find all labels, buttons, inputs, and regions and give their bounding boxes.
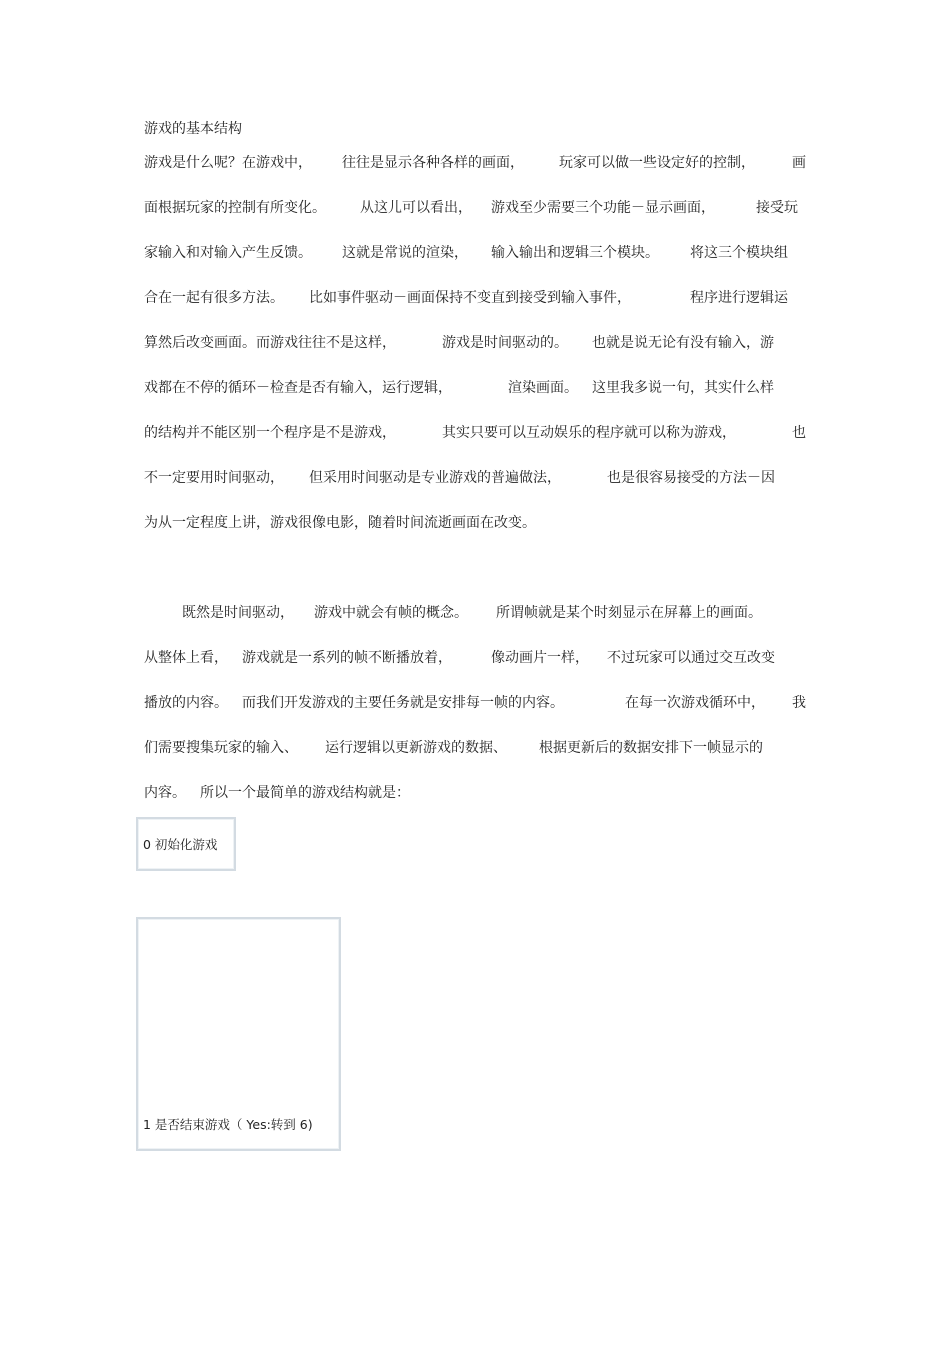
text-segment: 这就是常说的渲染，	[342, 245, 468, 261]
text-segment: 从整体上看，	[144, 650, 228, 666]
text-segment: 所以一个最简单的游戏结构就是：	[200, 785, 410, 801]
text-segment: 从这儿可以看出，	[360, 200, 472, 216]
text-segment: 在每一次游戏循环中，	[625, 695, 765, 711]
text-segment: 游戏是时间驱动的。	[442, 335, 568, 351]
text-segment: 也是很容易接受的方法－因	[607, 470, 775, 486]
text-segment: 程序进行逻辑运	[690, 290, 788, 306]
paragraph-line	[144, 738, 808, 758]
text-segment: 不一定要用时间驱动，	[144, 470, 284, 486]
text-segment: 的结构并不能区别一个程序是不是游戏，	[144, 425, 396, 441]
text-segment: 们需要搜集玩家的输入、	[144, 740, 298, 756]
text-segment: 既然是时间驱动，	[182, 605, 294, 621]
text-segment: 运行逻辑以更新游戏的数据、	[325, 740, 507, 756]
text-segment: 所谓帧就是某个时刻显示在屏幕上的画面。	[496, 605, 762, 621]
paragraph-line	[144, 468, 808, 488]
flow-step-box	[136, 817, 236, 871]
paragraph-line	[144, 693, 808, 713]
text-segment: 像动画片一样，	[491, 650, 589, 666]
text-segment: 接受玩	[756, 200, 798, 216]
text-segment: 将这三个模块组	[690, 245, 788, 261]
paragraph-line	[144, 243, 808, 263]
text-segment: 渲染画面。	[508, 380, 578, 396]
text-segment: 游戏就是一系列的帧不断播放着，	[242, 650, 452, 666]
text-segment: 不过玩家可以通过交互改变	[607, 650, 775, 666]
paragraph-line	[144, 423, 808, 443]
text-segment: 我	[792, 695, 806, 711]
text-segment: 游戏至少需要三个功能－显示画面，	[491, 200, 715, 216]
text-segment: 但采用时间驱动是专业游戏的普遍做法，	[309, 470, 561, 486]
paragraph-line	[144, 153, 808, 173]
text-segment: 播放的内容。	[144, 695, 228, 711]
text-segment: 戏都在不停的循环－检查是否有输入，运行逻辑，	[144, 380, 452, 396]
text-segment: 算然后改变画面。而游戏往往不是这样，	[144, 335, 396, 351]
text-segment: 玩家可以做一些设定好的控制，	[559, 155, 755, 171]
text-segment: 这里我多说一句，其实什么样	[592, 380, 774, 396]
text-segment: 往往是显示各种各样的画面，	[342, 155, 524, 171]
paragraph-line	[144, 648, 808, 668]
text-segment: 其实只要可以互动娱乐的程序就可以称为游戏，	[442, 425, 736, 441]
text-segment: 也	[792, 425, 806, 441]
text-segment: 而我们开发游戏的主要任务就是安排每一帧的内容。	[242, 695, 564, 711]
paragraph-line	[144, 513, 808, 533]
paragraph-line	[144, 333, 808, 353]
text-segment: 面根据玩家的控制有所变化。	[144, 200, 326, 216]
flow-step-label: 0 初始化游戏	[143, 837, 218, 852]
text-segment: 也就是说无论有没有输入，游	[592, 335, 774, 351]
flow-step-label: 1 是否结束游戏（ Yes:转到 6)	[143, 1117, 313, 1132]
text-segment: 输入输出和逻辑三个模块。	[491, 245, 659, 261]
text-segment: 内容。	[144, 785, 186, 801]
document-title: 游戏的基本结构	[144, 121, 242, 137]
paragraph-line	[144, 378, 808, 398]
text-segment: 游戏是什么呢？在游戏中，	[144, 155, 312, 171]
text-segment: 合在一起有很多方法。	[144, 290, 284, 306]
paragraph-line	[144, 603, 808, 623]
text-segment: 画	[792, 155, 806, 171]
paragraph-line	[144, 288, 808, 308]
flow-step-box	[136, 917, 341, 1151]
text-segment: 比如事件驱动－画面保持不变直到接受到输入事件，	[309, 290, 631, 306]
text-segment: 游戏中就会有帧的概念。	[314, 605, 468, 621]
text-segment: 根据更新后的数据安排下一帧显示的	[539, 740, 763, 756]
text-segment: 家输入和对输入产生反馈。	[144, 245, 312, 261]
paragraph-line	[144, 783, 808, 803]
text-segment: 为从一定程度上讲，游戏很像电影，随着时间流逝画面在改变。	[144, 515, 536, 531]
paragraph-line	[144, 198, 808, 218]
